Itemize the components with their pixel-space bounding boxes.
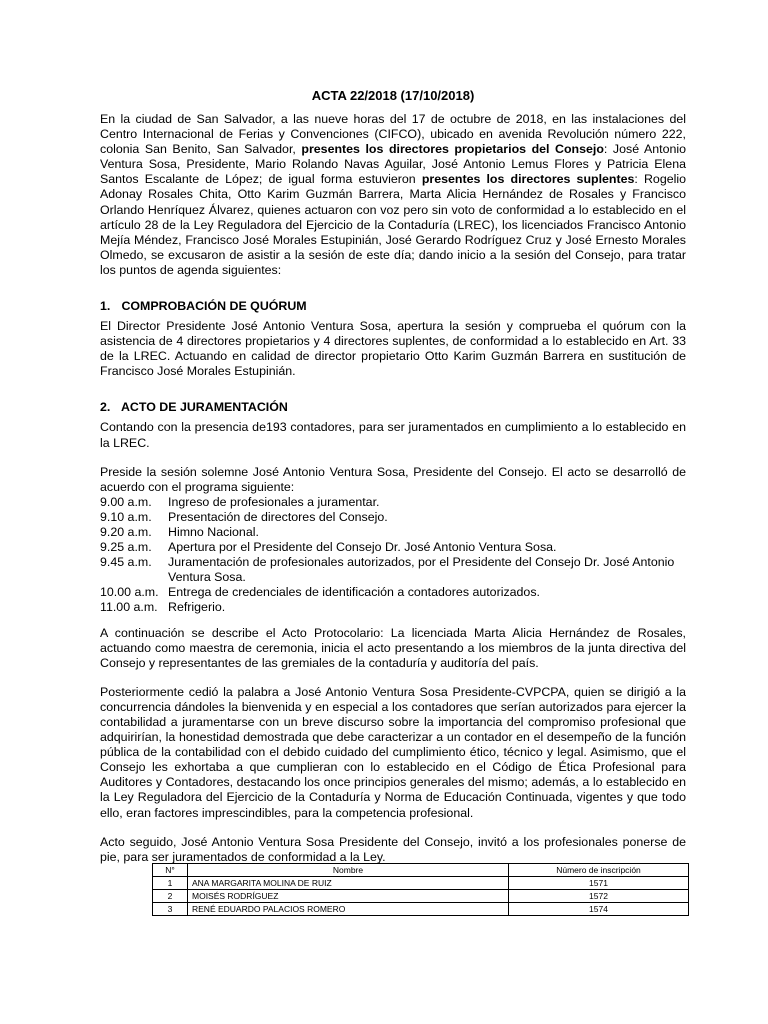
cell-name: RENÉ EDUARDO PALACIOS ROMERO [188, 903, 509, 916]
cell-number: 2 [153, 890, 188, 903]
schedule-item [100, 585, 686, 600]
intro-text-3: : Rogelio Adonay Rosales Chita, Otto Karim Guzmán Barrera, Marta Alicia Hernández de Rosales y Francisco Orlando Henríquez Álvarez, quienes actuaron con voz pero sin voto de conformidad a lo establecido en el artículo 28 de la Ley Reguladora del Ejercicio de la Contaduría (LREC), los licenciados Francisco Antonio Mejía Méndez, Francisco José Morales Estupinián, José Gerardo Rodríguez Cruz y José Ernesto Morales Olmedo, se excusaron de asistir a la sesión de este día; dando inicio a la sesión del Consejo, para tratar los puntos de agenda siguientes: [100, 172, 686, 277]
cell-registration: 1574 [509, 903, 689, 916]
section-1-heading [100, 299, 686, 313]
section-1-title: COMPROBACIÓN DE QUÓRUM [121, 299, 307, 314]
section-2-paragraph-2: Preside la sesión solemne José Antonio Ventura Sosa, Presidente del Consejo. El acto se desarrolló de acuerdo con el programa siguiente: [100, 464, 686, 494]
schedule-item [100, 525, 686, 540]
schedule-item [100, 510, 686, 525]
cell-number: 1 [153, 877, 188, 890]
schedule-time: 9.20 a.m. [100, 524, 152, 539]
header-name: Nombre [188, 864, 509, 877]
schedule-activity: Presentación de directores del Consejo. [168, 509, 388, 524]
intro-text-1: En la ciudad de San Salvador, a las nueve horas del 17 de octubre de 2018, en las instalaciones del Centro Internacional de Ferias y Convenciones (CIFCO), ubicado en avenida Revolución número 222, colonia San Benito, San Salvador, [100, 112, 686, 157]
table-row [153, 903, 689, 916]
section-2-number: 2. [100, 400, 111, 415]
section-2-paragraph-4: Posteriormente cedió la palabra a José Antonio Ventura Sosa Presidente-CVPCPA, quien se dirigió a la concurrencia dándoles la bienvenida y en especial a los contadores que serían autorizados para ejercer la contabilidad a juramentarse con un breve discurso sobre la importancia del compromiso profesional que adquirirían, la honestidad demostrada que debe caracterizar a un contador en el desempeño de la función pública de la contabilidad con el debido cuidado del cumplimiento ético, técnico y legal. Asimismo, que el Consejo les exhortaba a que cumplieran con lo establecido en el Código de Ética Profesional para Auditores y Contadores, destacando los once principios generales del mismo; además, a lo establecido en la Ley Reguladora del Ejercicio de la Contaduría y Norma de Educación Continuada, vigentes y que todo ello, eran factores imprescindibles, para la competencia profesional. [100, 684, 686, 820]
intro-bold-2: presentes los directores suplentes [421, 172, 635, 187]
program-schedule [100, 495, 686, 616]
section-2-title: ACTO DE JURAMENTACIÓN [120, 400, 288, 415]
schedule-time: 9.00 a.m. [100, 494, 152, 509]
schedule-item [100, 495, 686, 510]
cell-name: ANA MARGARITA MOLINA DE RUIZ [188, 877, 509, 890]
cell-registration: 1572 [509, 890, 689, 903]
schedule-time: 10.00 a.m. [100, 585, 159, 600]
sworn-accountants-table [152, 863, 689, 916]
schedule-time: 11.00 a.m. [100, 600, 158, 615]
document-page [100, 88, 686, 865]
schedule-item [100, 540, 686, 555]
section-2-paragraph-3: A continuación se describe el Acto Protocolario: La licenciada Marta Alicia Hernández de Rosales, actuando como maestra de ceremonia, inicia el acto presentando a los miembros de la junta directiva del Consejo y representantes de las gremiales de la contaduría y auditoría del país. [100, 625, 686, 670]
schedule-activity: Ingreso de profesionales a juramentar. [168, 494, 380, 509]
schedule-activity: Refrigerio. [168, 600, 226, 615]
section-2-heading [100, 400, 686, 414]
schedule-item [100, 600, 686, 615]
header-number: N° [153, 864, 188, 877]
schedule-activity: Entrega de credenciales de identificación a contadores autorizados. [168, 585, 540, 600]
schedule-time: 9.10 a.m. [100, 509, 152, 524]
cell-name: MOISÉS RODRÍGUEZ [188, 890, 509, 903]
table-row [153, 890, 689, 903]
section-1-number: 1. [100, 299, 111, 314]
table-row [153, 877, 689, 890]
section-2-paragraph-5: Acto seguido, José Antonio Ventura Sosa Presidente del Consejo, invitó a los profesionales ponerse de pie, para ser juramentados de conformidad a la Ley. [100, 834, 686, 864]
schedule-activity: Juramentación de profesionales autorizados, por el Presidente del Consejo Dr. José Antonio Ventura Sosa. [168, 555, 675, 585]
schedule-time: 9.45 a.m. [100, 555, 152, 570]
schedule-time: 9.25 a.m. [100, 540, 152, 555]
document-title: ACTA 22/2018 (17/10/2018) [311, 88, 475, 103]
schedule-activity: Himno Nacional. [168, 524, 259, 539]
intro-text-2: : José Antonio Ventura Sosa, Presidente, Mario Rolando Navas Aguilar, José Antonio Lemus Flores y Patricia Elena Santos Escalante de López; de igual forma estuvieron [100, 142, 686, 187]
intro-paragraph [100, 112, 686, 278]
intro-bold-1: presentes los directores propietarios del Consejo [301, 142, 604, 157]
schedule-item [100, 555, 686, 585]
cell-number: 3 [153, 903, 188, 916]
section-2-paragraph-1: Contando con la presencia de193 contadores, para ser juramentados en cumplimiento a lo establecido en la LREC. [100, 420, 686, 450]
header-registration: Número de inscripción [509, 864, 689, 877]
cell-registration: 1571 [509, 877, 689, 890]
schedule-activity: Apertura por el Presidente del Consejo Dr. José Antonio Ventura Sosa. [168, 540, 557, 555]
section-1-body: El Director Presidente José Antonio Ventura Sosa, apertura la sesión y comprueba el quórum con la asistencia de 4 directores propietarios y 4 directores suplentes, de conformidad a lo establecido en Art. 33 de la LREC. Actuando en calidad de director propietario Otto Karim Guzmán Barrera en sustitución de Francisco José Morales Estupinián. [100, 319, 686, 379]
table-header-row [153, 864, 689, 877]
